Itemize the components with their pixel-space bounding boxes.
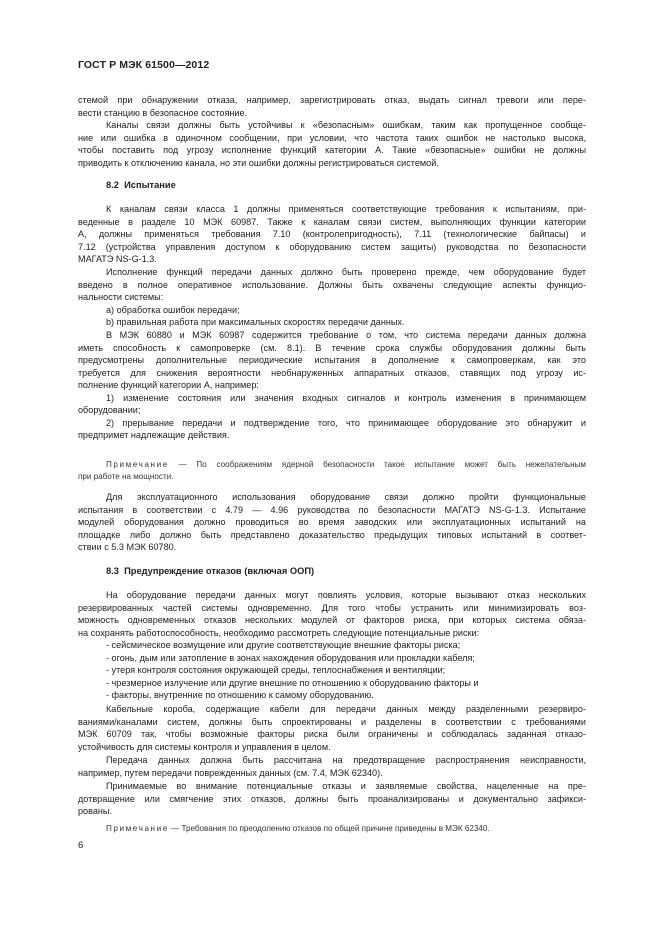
note-line (78, 823, 586, 835)
section-heading-8-2 (106, 180, 176, 190)
text-line: предпримет надлежащие действия. (78, 430, 230, 441)
page-header-standard: ГОСТ Р МЭК 61500—2012 (78, 59, 210, 71)
note-label: Примечание (106, 824, 169, 833)
text-line: оборудовании; (78, 405, 141, 416)
text-line: А, должны применяться требования 7.10 (контролепригодность), 7.11 (технологические байпасы) и (78, 229, 586, 240)
text-line: приводить к отключению канала, но эти ошибки должны регистрироваться системой. (78, 157, 439, 168)
text-line: дотвращение или смягчение этих отказов, должны быть проанализированы и документально зафикси- (78, 793, 586, 804)
text-line: требуется для снижения вероятности необнаруженных аппаратных отказов, ставящих под угрозу ис- (78, 367, 586, 378)
note-line: при работе на мощности. (78, 471, 174, 481)
text-line: например, путем передачи поврежденных данных (см. 7.4, МЭК 62340). (78, 767, 383, 778)
text-line: К каналам связи класса 1 должны применяться соответствующие требования к испытаниям, при- (106, 204, 586, 214)
text-line: В МЭК 60880 и МЭК 60987 содержится требование о том, что система передачи данных должна (106, 330, 586, 340)
note-label: Примечание (106, 460, 169, 469)
paragraph-continuation (78, 94, 586, 119)
paragraph-failure-prevention (78, 589, 586, 702)
text-line: вести станцию в безопасное состояние. (78, 107, 248, 118)
section-number: 8.3 (106, 566, 119, 576)
text-line: Для эксплуатационного использования оборудование связи должно пройти функциональные (106, 492, 586, 502)
text-line: испытания в соответствии с 4.79 — 4.96 руководства по безопасности МАГАТЭ NS-G-1.3. Испытание (78, 504, 586, 515)
note-line (78, 459, 586, 471)
list-item: 2) прерывание передачи и подтверждение того, что принимающее оборудование это обнаружит и (106, 417, 586, 428)
paragraph-test-requirements (78, 203, 586, 266)
text-line: ствии с 5.3 МЭК 60780. (78, 542, 177, 553)
risk-list-item: - утеря контроля состояния окружающей среды, теплоснабжения и вентиляции; (106, 665, 446, 676)
text-line: площадке либо должно быть представлено доказательство предыдущих типовых испытаний в соответ- (78, 529, 586, 540)
text-line: иметь способность к самопроверке (см. 8.1). В течение срока службы оборудования должны быть (78, 342, 586, 353)
text-line: ние или ошибка в одиночном сообщении, при условии, что частота таких ошибок не настолько высока, (78, 132, 586, 143)
text-line: чтобы поставить под угрозу исполнение функций категории А. Такие «безопасные» ошибки не должны (78, 145, 586, 156)
paragraph-self-test (78, 329, 586, 442)
text-line: на сохранять работоспособность, необходимо рассмотреть следующие потенциальные риски: (78, 627, 480, 638)
paragraph-cable-trays (78, 703, 586, 753)
text-line: Принимаемые во внимание потенциальные отказы и заявляемые свойства, нацеленные на пре- (106, 781, 586, 791)
paragraph-operational-testing (78, 491, 586, 554)
text-line: Передача данных должна быть рассчитана на предотвращение распространения неисправности, (106, 755, 586, 765)
note-text: — Требования по преодолению отказов по общей причине приведены в МЭК 62340. (168, 824, 490, 833)
text-line: полнение функций категории А, например: (78, 380, 259, 391)
paragraph-functional-check (78, 266, 586, 329)
note-safety (78, 459, 586, 482)
section-title: Испытание (124, 180, 176, 190)
paragraph-safe-errors (78, 119, 586, 169)
list-item: a) обработка ошибок передачи; (106, 304, 240, 315)
risk-list-item: - чрезмерное излучение или другие внешние по отношению к оборудованию факторы и (106, 677, 479, 688)
note-common-cause (78, 823, 586, 835)
text-line: предусмотрены дополнительные периодические испытания в дополнение к самопроверкам, как это (78, 355, 586, 366)
text-line: ваниями/каналами систем, должны быть спроектированы и разделены в соответствии с требованиями (78, 716, 586, 727)
text-line: устойчивость для системы контроля и управления в целом. (78, 741, 331, 752)
note-text: — По соображениям ядерной безопасности такое испытание может быть нежелательным (168, 460, 586, 469)
paragraph-fault-propagation (78, 754, 586, 779)
text-line: можность одновременных отказов нескольких модулей от факторов риска, при которых система обяза- (78, 615, 586, 626)
text-line: На оборудование передачи данных могут повлиять условия, которые вызывают отказ нескольких (106, 590, 586, 600)
text-line: модулей оборудования должно проводиться во время заводских или эксплуатационных испытаний на (78, 517, 586, 528)
risk-list-item: - сейсмическое возмущение или другие соответствующие внешние факторы риска; (106, 640, 461, 651)
text-line: нальности системы: (78, 292, 164, 303)
risk-list-item: - факторы, внутренние по отношению к самому оборудованию. (106, 690, 374, 701)
text-line: рованы. (78, 806, 112, 817)
text-line: Каналы связи должны быть устойчивы к «безопасным» ошибкам, таким как пропущенное сообще- (106, 120, 586, 130)
section-heading-8-3 (106, 566, 314, 576)
paragraph-analysis (78, 780, 586, 818)
risk-list-item: - огонь, дым или затопление в зонах нахождения оборудования или прокладки кабеля; (106, 652, 475, 663)
text-line: МЭК 60709 так, чтобы возможные факторы риска были ограничены и соблюдалась заданная отказо- (78, 729, 586, 740)
text-line: веденные в разделе 10 МЭК 60987. Также к каналам связи систем, выполняющих функции категории (78, 216, 586, 227)
text-line: введено в полное оперативное использование. Должны быть охвачены следующие аспекты функцио- (78, 279, 586, 290)
section-title: Предупреждение отказов (включая ООП) (124, 566, 315, 576)
section-number: 8.2 (106, 180, 119, 190)
text-line: 7.12 (устройства управления доступом к оборудованию систем защиты) руководства по безопасности (78, 241, 586, 252)
list-item: b) правильная работа при максимальных скоростях передачи данных. (106, 317, 405, 328)
text-line: Кабельные короба, содержащие кабели для передачи данных между разделенными резервиро- (106, 704, 586, 714)
text-line: Исполнение функций передачи данных должно быть проверено прежде, чем оборудование будет (106, 267, 586, 277)
text-line: резервированных частей системы одновременно. Для того чтобы устранить или минимизировать воз- (78, 602, 586, 613)
page-number: 6 (78, 840, 84, 851)
text-line: стемой при обнаружении отказа, например, зарегистрировать отказ, выдать сигнал тревоги или пере- (78, 95, 586, 105)
list-item: 1) изменение состояния или значения входных сигналов и контроль изменения в принимающем (106, 392, 586, 403)
text-line: МАГАТЭ NS-G-1.3. (78, 254, 157, 265)
